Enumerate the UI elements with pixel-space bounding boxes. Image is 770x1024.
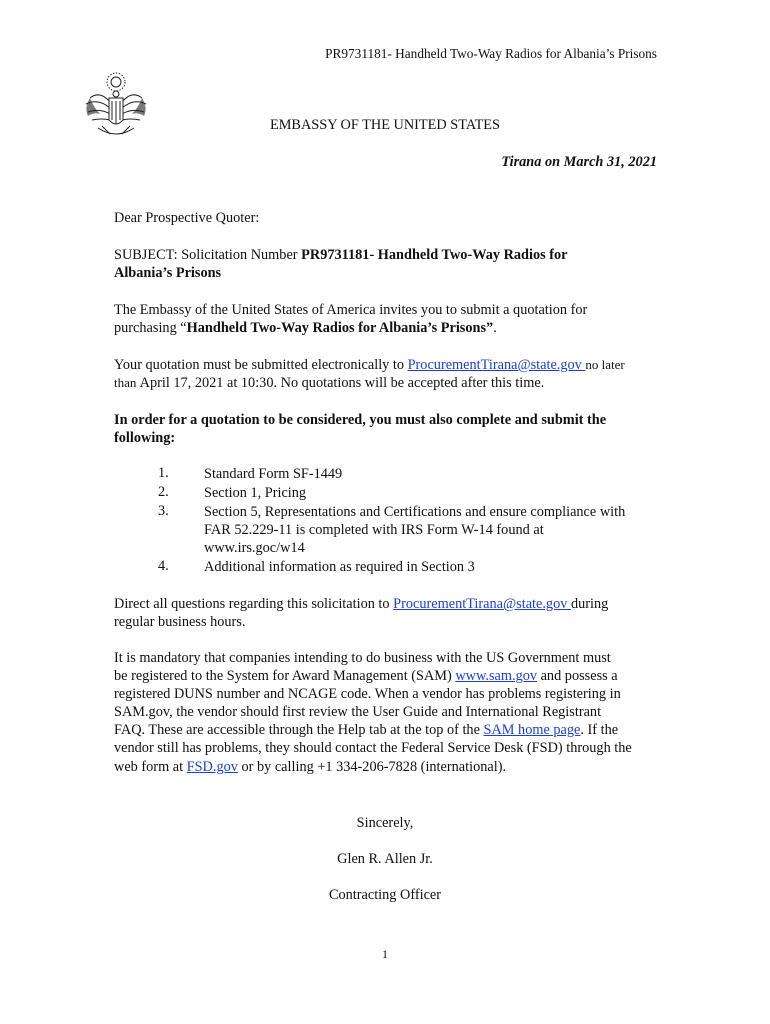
email-link[interactable]: ProcurementTirana@state.gov bbox=[393, 596, 571, 612]
paragraph-3-line-1: In order for a quotation to be considered, you must also complete and submit the bbox=[114, 412, 607, 428]
paragraph-5-line-6: vendor still has problems, they should contact the Federal Service Desk (FSD) through the bbox=[114, 740, 632, 756]
list-item-number: 4. bbox=[158, 558, 169, 574]
list-item-number: 2. bbox=[158, 484, 169, 500]
p5-l7-suffix: or by calling +1 334-206-7828 (international). bbox=[237, 759, 507, 775]
p5-l5-suffix: . If the bbox=[580, 722, 619, 738]
list-item-continuation: www.irs.goc/w14 bbox=[204, 540, 305, 556]
letter-date: Tirana on March 31, 2021 bbox=[501, 154, 657, 170]
signer-name: Glen R. Allen Jr. bbox=[337, 851, 433, 867]
paragraph-5-line-7 bbox=[114, 758, 506, 776]
paragraph-1-line-2 bbox=[114, 319, 497, 337]
closing-sincerely: Sincerely, bbox=[356, 815, 414, 831]
paragraph-2-line-1 bbox=[114, 356, 625, 374]
p5-l2-suffix: and possess a bbox=[537, 668, 618, 684]
sam-gov-link[interactable]: www.sam.gov bbox=[455, 668, 538, 684]
p1-suffix: . bbox=[493, 320, 497, 336]
page-number: 1 bbox=[382, 947, 388, 961]
p1-prefix: purchasing “ bbox=[114, 320, 187, 336]
signer-title: Contracting Officer bbox=[328, 887, 442, 903]
paragraph-5-line-4: SAM.gov, the vendor should first review the User Guide and International Registrant bbox=[114, 704, 602, 720]
paragraph-4-line-1 bbox=[114, 595, 608, 613]
list-item-continuation: FAR 52.229-11 is completed with IRS Form W-14 found at bbox=[204, 522, 544, 538]
sam-home-page-link[interactable]: SAM home page bbox=[483, 722, 581, 738]
subject-line-2: Albania’s Prisons bbox=[114, 265, 222, 281]
paragraph-5-line-5 bbox=[114, 721, 618, 739]
p2-line2-small: than bbox=[114, 375, 140, 390]
p4-prefix: Direct all questions regarding this solicitation to bbox=[114, 596, 394, 612]
email-link[interactable]: ProcurementTirana@state.gov bbox=[407, 357, 586, 373]
paragraph-5-line-3: registered DUNS number and NCAGE code. When a vendor has problems registering in bbox=[114, 686, 621, 702]
p5-l7-prefix: web form at bbox=[114, 759, 187, 775]
p2-suffix: no later bbox=[585, 357, 625, 372]
paragraph-2-line-2 bbox=[114, 374, 544, 392]
paragraph-1-line-1: The Embassy of the United States of America invites you to submit a quotation for bbox=[114, 302, 588, 318]
page-header: PR9731181- Handheld Two-Way Radios for Albania’s Prisons bbox=[325, 46, 657, 61]
paragraph-3-line-2: following: bbox=[114, 430, 176, 446]
p5-l2-prefix: be registered to the System for Award Management (SAM) bbox=[114, 668, 456, 684]
subject-bold: PR9731181- Handheld Two-Way Radios for bbox=[301, 247, 568, 263]
p4-suffix: during bbox=[570, 596, 609, 612]
paragraph-4-line-2: regular business hours. bbox=[114, 614, 246, 630]
subject-line bbox=[114, 246, 568, 264]
p2-prefix: Your quotation must be submitted electronically to bbox=[114, 357, 408, 373]
list-item: Standard Form SF-1449 bbox=[204, 466, 343, 482]
list-item-number: 1. bbox=[158, 465, 169, 481]
p2-line2: April 17, 2021 at 10:30. No quotations will be accepted after this time. bbox=[139, 375, 545, 391]
list-item-number: 3. bbox=[158, 503, 169, 519]
p1-bold: Handheld Two-Way Radios for Albania’s Prisons” bbox=[186, 320, 494, 336]
embassy-heading: EMBASSY OF THE UNITED STATES bbox=[269, 117, 500, 133]
subject-prefix: SUBJECT: Solicitation Number bbox=[114, 247, 302, 263]
salutation: Dear Prospective Quoter: bbox=[114, 210, 260, 226]
paragraph-5-line-1: It is mandatory that companies intending to do business with the US Government must bbox=[114, 650, 611, 666]
p5-l5-prefix: FAQ. These are accessible through the Help tab at the top of the bbox=[114, 722, 484, 738]
paragraph-5-line-2 bbox=[114, 667, 618, 685]
list-item: Section 1, Pricing bbox=[204, 485, 307, 501]
list-item: Section 5, Representations and Certifications and ensure compliance with bbox=[204, 504, 626, 520]
list-item: Additional information as required in Section 3 bbox=[204, 559, 475, 575]
fsd-gov-link[interactable]: FSD.gov bbox=[186, 759, 238, 775]
